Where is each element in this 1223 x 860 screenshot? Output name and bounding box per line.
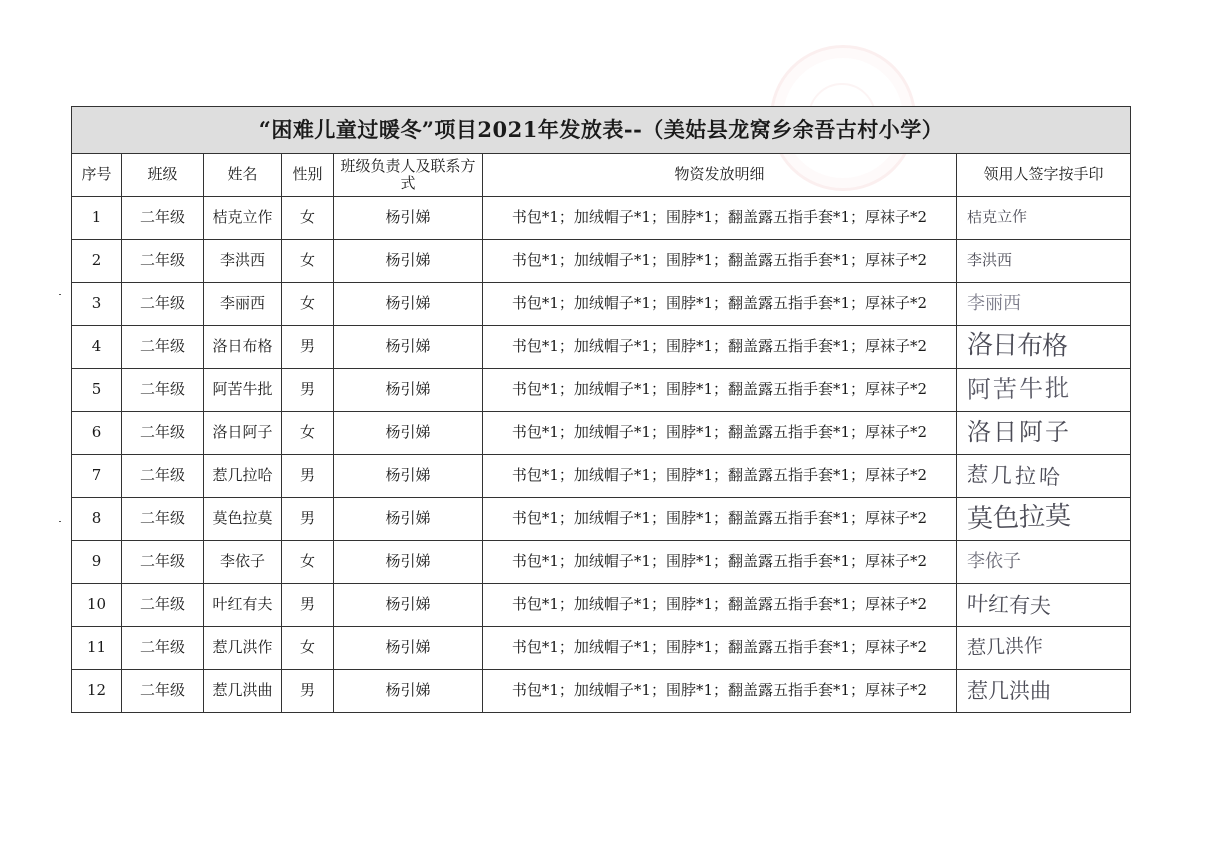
no-cell: 8 <box>72 498 122 541</box>
table-row <box>72 197 1131 240</box>
handwritten-signature: 李依子 <box>967 550 1021 572</box>
gender-cell: 男 <box>282 670 334 713</box>
no-cell: 4 <box>72 326 122 369</box>
signature-cell <box>957 627 1131 670</box>
name-cell: 李洪西 <box>204 240 282 283</box>
contact-cell: 杨引娣 <box>334 498 483 541</box>
handwritten-signature: 惹几洪作 <box>966 634 1044 660</box>
handwritten-signature: 洛日布格 <box>966 330 1068 362</box>
name-cell: 惹几洪作 <box>204 627 282 670</box>
grade-cell: 二年级 <box>122 326 204 369</box>
gender-cell: 女 <box>282 197 334 240</box>
signature-cell <box>957 670 1131 713</box>
contact-cell: 杨引娣 <box>334 369 483 412</box>
contact-cell: 杨引娣 <box>334 283 483 326</box>
handwritten-signature: 李洪西 <box>967 251 1013 270</box>
signature-cell <box>957 541 1131 584</box>
items-cell: 书包*1；加绒帽子*1；围脖*1；翻盖露五指手套*1；厚袜子*2 <box>483 283 957 326</box>
gender-cell: 女 <box>282 541 334 584</box>
gender-cell: 男 <box>282 455 334 498</box>
header-grade: 班级 <box>122 154 204 197</box>
no-cell: 1 <box>72 197 122 240</box>
distribution-table <box>71 106 1131 713</box>
grade-cell: 二年级 <box>122 627 204 670</box>
items-cell: 书包*1；加绒帽子*1；围脖*1；翻盖露五指手套*1；厚袜子*2 <box>483 670 957 713</box>
items-cell: 书包*1；加绒帽子*1；围脖*1；翻盖露五指手套*1；厚袜子*2 <box>483 455 957 498</box>
grade-cell: 二年级 <box>122 455 204 498</box>
name-cell: 桔克立作 <box>204 197 282 240</box>
handwritten-signature: 李丽西 <box>967 292 1021 314</box>
signature-cell <box>957 584 1131 627</box>
items-cell: 书包*1；加绒帽子*1；围脖*1；翻盖露五指手套*1；厚袜子*2 <box>483 369 957 412</box>
grade-cell: 二年级 <box>122 498 204 541</box>
handwritten-signature: 惹几拉哈 <box>966 462 1064 490</box>
items-cell: 书包*1；加绒帽子*1；围脖*1；翻盖露五指手套*1；厚袜子*2 <box>483 584 957 627</box>
items-cell: 书包*1；加绒帽子*1；围脖*1；翻盖露五指手套*1；厚袜子*2 <box>483 197 957 240</box>
no-cell: 5 <box>72 369 122 412</box>
table-row <box>72 584 1131 627</box>
table-row <box>72 541 1131 584</box>
items-cell: 书包*1；加绒帽子*1；围脖*1；翻盖露五指手套*1；厚袜子*2 <box>483 412 957 455</box>
name-cell: 叶红有夫 <box>204 584 282 627</box>
gender-cell: 女 <box>282 240 334 283</box>
scan-speck <box>59 521 61 522</box>
table-row <box>72 455 1131 498</box>
table-row <box>72 326 1131 369</box>
handwritten-signature: 桔克立作 <box>966 207 1028 227</box>
grade-cell: 二年级 <box>122 197 204 240</box>
grade-cell: 二年级 <box>122 584 204 627</box>
name-cell: 李依子 <box>204 541 282 584</box>
header-gender: 性别 <box>282 154 334 197</box>
contact-cell: 杨引娣 <box>334 627 483 670</box>
name-cell: 惹几洪曲 <box>204 670 282 713</box>
table-title: “困难儿童过暖冬”项目2021年发放表--（美姑县龙窝乡余吾古村小学） <box>72 107 1131 154</box>
scan-speck <box>59 294 61 295</box>
name-cell: 李丽西 <box>204 283 282 326</box>
gender-cell: 男 <box>282 498 334 541</box>
header-signature: 领用人签字按手印 <box>957 154 1131 197</box>
table-row <box>72 670 1131 713</box>
contact-cell: 杨引娣 <box>334 326 483 369</box>
grade-cell: 二年级 <box>122 670 204 713</box>
signature-cell <box>957 498 1131 541</box>
no-cell: 2 <box>72 240 122 283</box>
table-row <box>72 369 1131 412</box>
header-row <box>72 154 1131 197</box>
contact-cell: 杨引娣 <box>334 240 483 283</box>
name-cell: 阿苦牛批 <box>204 369 282 412</box>
no-cell: 7 <box>72 455 122 498</box>
grade-cell: 二年级 <box>122 369 204 412</box>
signature-cell <box>957 283 1131 326</box>
title-row <box>72 107 1131 154</box>
items-cell: 书包*1；加绒帽子*1；围脖*1；翻盖露五指手套*1；厚袜子*2 <box>483 541 957 584</box>
signature-cell <box>957 369 1131 412</box>
name-cell: 惹几拉哈 <box>204 455 282 498</box>
no-cell: 11 <box>72 627 122 670</box>
contact-cell: 杨引娣 <box>334 541 483 584</box>
handwritten-signature: 莫色拉莫 <box>966 501 1072 535</box>
table-row <box>72 240 1131 283</box>
contact-cell: 杨引娣 <box>334 197 483 240</box>
table-row <box>72 498 1131 541</box>
gender-cell: 女 <box>282 412 334 455</box>
contact-cell: 杨引娣 <box>334 670 483 713</box>
header-no: 序号 <box>72 154 122 197</box>
handwritten-signature: 阿苦牛批 <box>966 374 1072 405</box>
header-items: 物资发放明细 <box>483 154 957 197</box>
header-contact: 班级负责人及联系方式 <box>334 154 483 197</box>
no-cell: 9 <box>72 541 122 584</box>
signature-cell <box>957 455 1131 498</box>
header-name: 姓名 <box>204 154 282 197</box>
handwritten-signature: 洛日阿子 <box>967 418 1071 447</box>
signature-cell <box>957 412 1131 455</box>
contact-cell: 杨引娣 <box>334 584 483 627</box>
items-cell: 书包*1；加绒帽子*1；围脖*1；翻盖露五指手套*1；厚袜子*2 <box>483 498 957 541</box>
signature-cell <box>957 240 1131 283</box>
no-cell: 6 <box>72 412 122 455</box>
table-row <box>72 412 1131 455</box>
gender-cell: 男 <box>282 326 334 369</box>
gender-cell: 女 <box>282 627 334 670</box>
table-row <box>72 627 1131 670</box>
gender-cell: 女 <box>282 283 334 326</box>
contact-cell: 杨引娣 <box>334 455 483 498</box>
gender-cell: 男 <box>282 584 334 627</box>
signature-cell <box>957 197 1131 240</box>
items-cell: 书包*1；加绒帽子*1；围脖*1；翻盖露五指手套*1；厚袜子*2 <box>483 627 957 670</box>
grade-cell: 二年级 <box>122 283 204 326</box>
items-cell: 书包*1；加绒帽子*1；围脖*1；翻盖露五指手套*1；厚袜子*2 <box>483 240 957 283</box>
no-cell: 12 <box>72 670 122 713</box>
table-body <box>72 197 1131 713</box>
handwritten-signature: 叶红有夫 <box>966 591 1052 619</box>
no-cell: 3 <box>72 283 122 326</box>
table-row <box>72 283 1131 326</box>
signature-cell <box>957 326 1131 369</box>
name-cell: 洛日阿子 <box>204 412 282 455</box>
gender-cell: 男 <box>282 369 334 412</box>
grade-cell: 二年级 <box>122 541 204 584</box>
name-cell: 洛日布格 <box>204 326 282 369</box>
grade-cell: 二年级 <box>122 240 204 283</box>
items-cell: 书包*1；加绒帽子*1；围脖*1；翻盖露五指手套*1；厚袜子*2 <box>483 326 957 369</box>
name-cell: 莫色拉莫 <box>204 498 282 541</box>
grade-cell: 二年级 <box>122 412 204 455</box>
contact-cell: 杨引娣 <box>334 412 483 455</box>
handwritten-signature: 惹几洪曲 <box>967 678 1051 703</box>
no-cell: 10 <box>72 584 122 627</box>
